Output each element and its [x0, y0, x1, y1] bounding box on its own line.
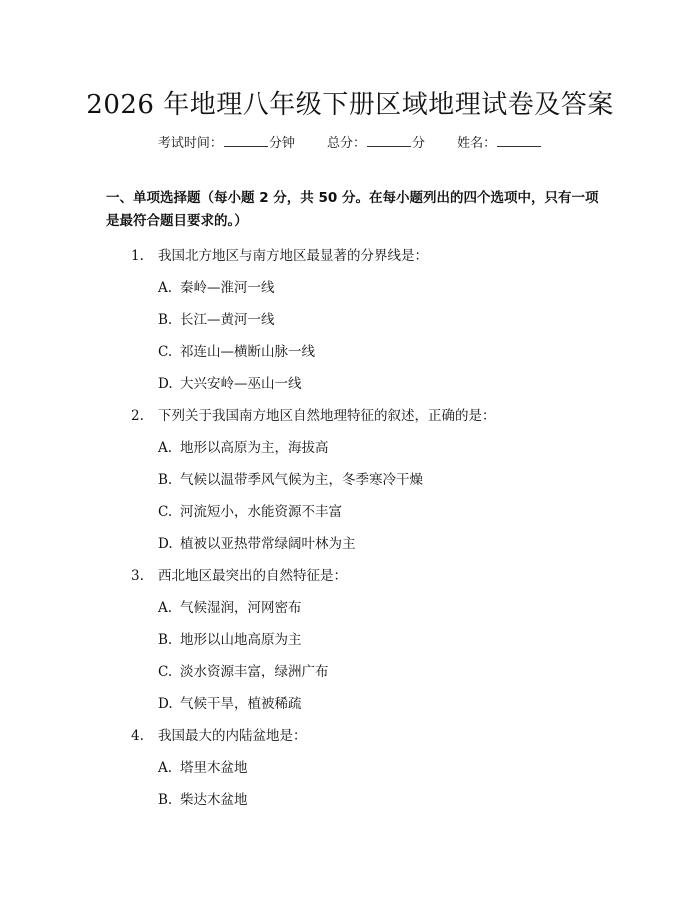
name-label: 姓名：	[457, 136, 497, 151]
answer-option[interactable]	[158, 372, 302, 392]
option-letter: C.	[158, 664, 173, 680]
option-text: 祁连山—横断山脉一线	[180, 344, 315, 360]
exam-time-unit: 分钟	[268, 136, 295, 151]
option-text: 地形以山地高原为主	[180, 632, 302, 648]
option-letter: C.	[158, 504, 173, 520]
question-number: 3.	[131, 568, 144, 584]
option-text: 大兴安岭—巫山一线	[180, 376, 302, 392]
question-number: 2.	[131, 408, 144, 424]
answer-option[interactable]	[158, 340, 315, 360]
option-letter: A.	[158, 600, 173, 616]
exam-time-field	[158, 132, 295, 151]
name-field	[457, 132, 542, 151]
answer-option[interactable]	[158, 308, 275, 328]
answer-option[interactable]	[158, 756, 248, 776]
question-item	[131, 564, 347, 584]
answer-option[interactable]	[158, 692, 302, 712]
exam-title: 2026 年地理八年级下册区域地理试卷及答案	[86, 90, 614, 120]
option-letter: D.	[158, 696, 173, 712]
question-item	[131, 404, 496, 424]
answer-option[interactable]	[158, 500, 342, 520]
option-text: 植被以亚热带常绿阔叶林为主	[180, 536, 356, 552]
option-letter: D.	[158, 376, 173, 392]
total-score-unit: 分	[412, 136, 426, 151]
answer-option[interactable]	[158, 660, 329, 680]
option-text: 气候湿润，河网密布	[180, 600, 302, 616]
answer-option[interactable]	[158, 628, 302, 648]
exam-time-label: 考试时间：	[157, 136, 223, 151]
answer-option[interactable]	[158, 468, 423, 488]
answer-option[interactable]	[158, 788, 248, 808]
option-letter: B.	[158, 312, 173, 328]
option-letter: A.	[158, 280, 173, 296]
option-letter: D.	[158, 536, 173, 552]
option-letter: B.	[158, 632, 173, 648]
option-letter: B.	[158, 472, 173, 488]
question-text: 西北地区最突出的自然特征是：	[158, 568, 347, 584]
option-text: 气候干旱，植被稀疏	[180, 696, 302, 712]
total-score-label: 总分：	[326, 136, 366, 151]
option-letter: C.	[158, 344, 173, 360]
option-letter: B.	[158, 792, 173, 808]
option-text: 长江—黄河一线	[180, 312, 275, 328]
option-letter: A.	[158, 760, 173, 776]
question-number: 4.	[131, 728, 144, 744]
option-text: 柴达木盆地	[180, 792, 248, 808]
option-text: 地形以高原为主，海拔高	[180, 440, 329, 456]
question-text: 下列关于我国南方地区自然地理特征的叙述，正确的是：	[158, 408, 496, 424]
answer-option[interactable]	[158, 532, 356, 552]
section-heading: 一、单项选择题（每小题 2 分，共 50 分。在每小题列出的四个选项中，只有一项是最符合题目要求的。）	[106, 190, 599, 229]
answer-option[interactable]	[158, 596, 302, 616]
name-blank[interactable]	[497, 134, 541, 147]
question-item	[131, 724, 307, 744]
total-score-field	[327, 132, 425, 151]
option-text: 秦岭—淮河一线	[180, 280, 275, 296]
option-text: 河流短小，水能资源不丰富	[180, 504, 342, 520]
question-item	[131, 244, 428, 264]
option-text: 淡水资源丰富，绿洲广布	[180, 664, 329, 680]
answer-option[interactable]	[158, 436, 329, 456]
exam-info-line	[0, 132, 700, 151]
option-text: 塔里木盆地	[180, 760, 248, 776]
total-score-blank[interactable]	[367, 134, 411, 147]
exam-time-blank[interactable]	[224, 134, 268, 147]
question-text: 我国最大的内陆盆地是：	[158, 728, 307, 744]
question-number: 1.	[131, 248, 144, 264]
option-text: 气候以温带季风气候为主，冬季寒冷干燥	[180, 472, 423, 488]
answer-option[interactable]	[158, 276, 275, 296]
question-text: 我国北方地区与南方地区最显著的分界线是：	[158, 248, 428, 264]
option-letter: A.	[158, 440, 173, 456]
